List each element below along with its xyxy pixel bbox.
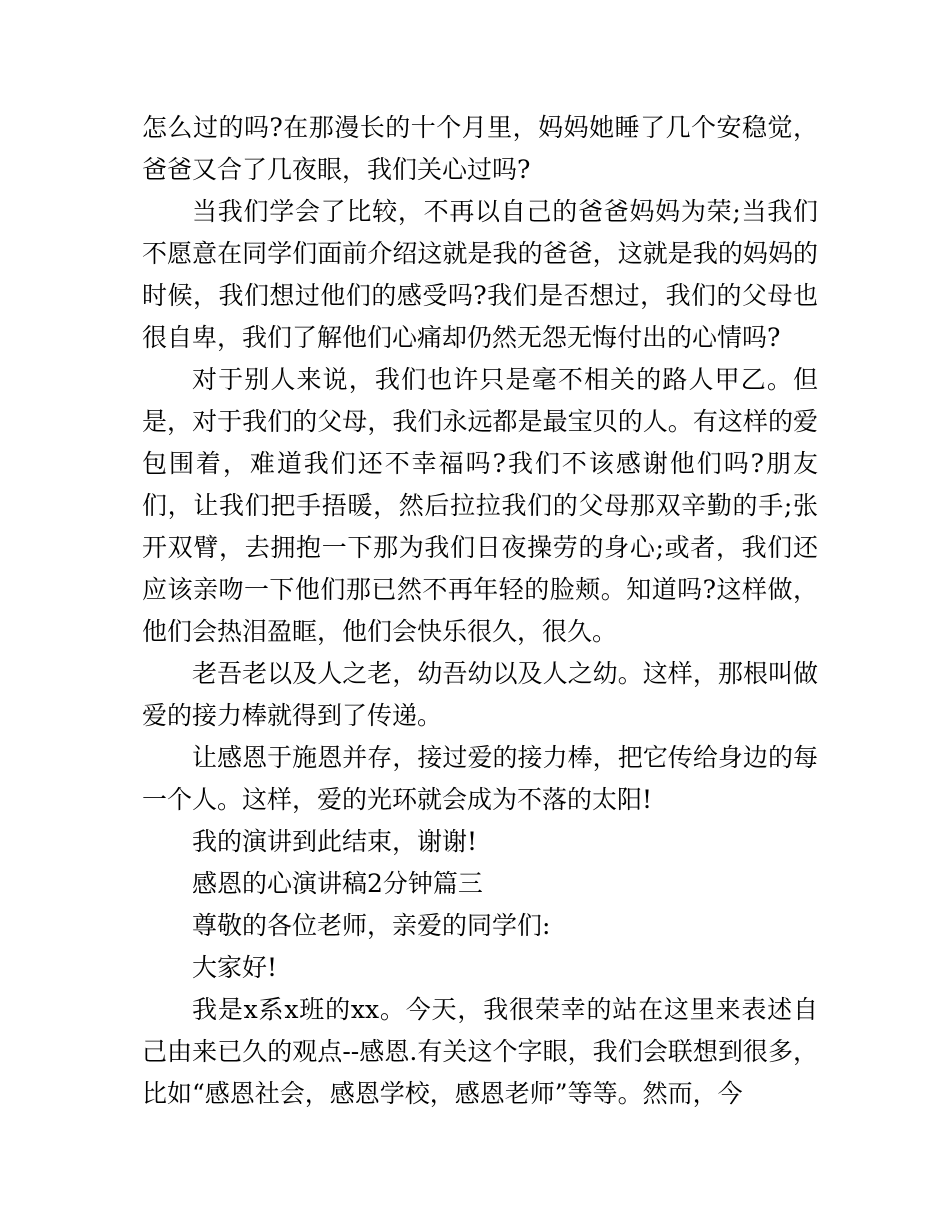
closing-line: 我的演讲到此结束，谢谢! xyxy=(192,827,478,856)
paragraph-10: 我是x系x班的xx。今天，我很荣幸的站在这里来表述自己由来已久的观点--感恩.有关这个字眼，我们会联想到很多，比如“感恩社会，感恩学校，感恩老师”等等。然而，今 xyxy=(142,995,818,1108)
greeting: 大家好! xyxy=(192,953,278,982)
salutation: 尊敬的各位老师，亲爱的同学们: xyxy=(192,911,551,940)
paragraph-1: 怎么过的吗?在那漫长的十个月里，妈妈她睡了几个安稳觉，爸爸又合了几夜眼，我们关心过吗? xyxy=(142,113,818,184)
paragraph-2: 当我们学会了比较，不再以自己的爸爸妈妈为荣;当我们不愿意在同学们面前介绍这就是我的爸爸，这就是我的妈妈的时候，我们想过他们的感受吗?我们是否想过，我们的父母也很自卑，我们了解他们心痛却仍然无怨无悔付出的心情吗? xyxy=(142,197,818,352)
section-heading: 感恩的心演讲稿2分钟篇三 xyxy=(192,869,483,898)
paragraph-3: 对于别人来说，我们也许只是毫不相关的路人甲乙。但是，对于我们的父母，我们永远都是最宝贝的人。有这样的爱包围着，难道我们还不幸福吗?我们不该感谢他们吗?朋友们，让我们把手捂暖，然后拉拉我们的父母那双辛勤的手;张开双臂，去拥抱一下那为我们日夜操劳的身心;或者，我们还应该亲吻一下他们那已然不再年轻的脸颊。知道吗?这样做，他们会热泪盈眶，他们会快乐很久，很久。 xyxy=(142,365,818,646)
document-body xyxy=(142,107,818,1115)
paragraph-5: 让感恩于施恩并存，接过爱的接力棒，把它传给身边的每一个人。这样，爱的光环就会成为不落的太阳! xyxy=(142,743,818,814)
paragraph-4: 老吾老以及人之老，幼吾幼以及人之幼。这样，那根叫做爱的接力棒就得到了传递。 xyxy=(142,659,818,730)
